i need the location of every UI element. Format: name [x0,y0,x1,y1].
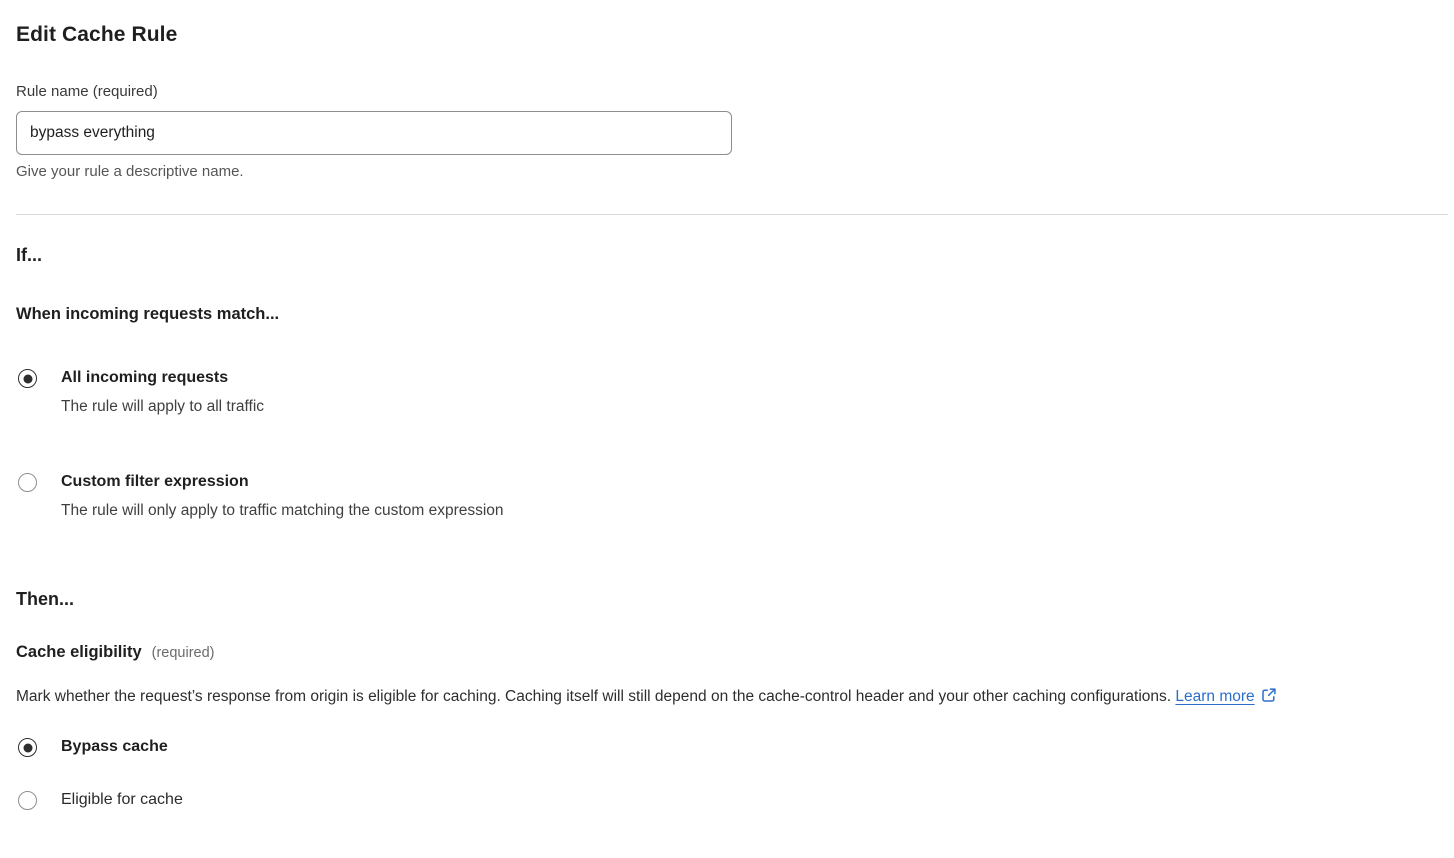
radio-button-selected[interactable] [18,738,37,757]
external-link-icon [1261,684,1277,713]
radio-option-eligible-for-cache[interactable] [16,790,1438,810]
radio-button-unselected[interactable] [18,473,37,492]
cache-eligibility-description [16,682,1410,713]
radio-option-label: Eligible for cache [61,791,183,808]
radio-button-unselected[interactable] [18,791,37,810]
radio-button-selected[interactable] [18,369,37,388]
radio-option-bypass-cache[interactable] [16,737,1438,757]
radio-option-all-incoming-requests[interactable] [16,368,1438,417]
incoming-requests-match-heading: When incoming requests match... [16,305,280,323]
radio-option-label: Bypass cache [61,738,168,755]
radio-option-custom-filter-expression[interactable] [16,472,1438,521]
radio-option-description: The rule will apply to all traffic [61,398,265,415]
radio-option-description: The rule will only apply to traffic matching the custom expression [61,502,504,519]
cache-eligibility-heading-row [16,642,1438,663]
cache-eligibility-description-text: Mark whether the request’s response from origin is eligible for caching. Caching itself will still depend on the cache-control header and your other caching configurations. [16,688,1172,705]
section-divider [16,214,1448,215]
rule-name-label: Rule name (required) [16,83,158,100]
page-title: Edit Cache Rule [16,23,178,46]
rule-name-helper: Give your rule a descriptive name. [16,163,244,180]
required-note: (required) [151,645,215,661]
if-heading: If... [16,245,42,265]
edit-cache-rule-page [0,22,1454,810]
cache-eligibility-label: Cache eligibility [16,643,142,661]
radio-option-label: All incoming requests [61,369,229,386]
rule-name-input[interactable] [16,111,732,155]
radio-option-label: Custom filter expression [61,473,249,490]
then-heading: Then... [16,589,74,609]
learn-more-link[interactable]: Learn more [1175,688,1255,705]
